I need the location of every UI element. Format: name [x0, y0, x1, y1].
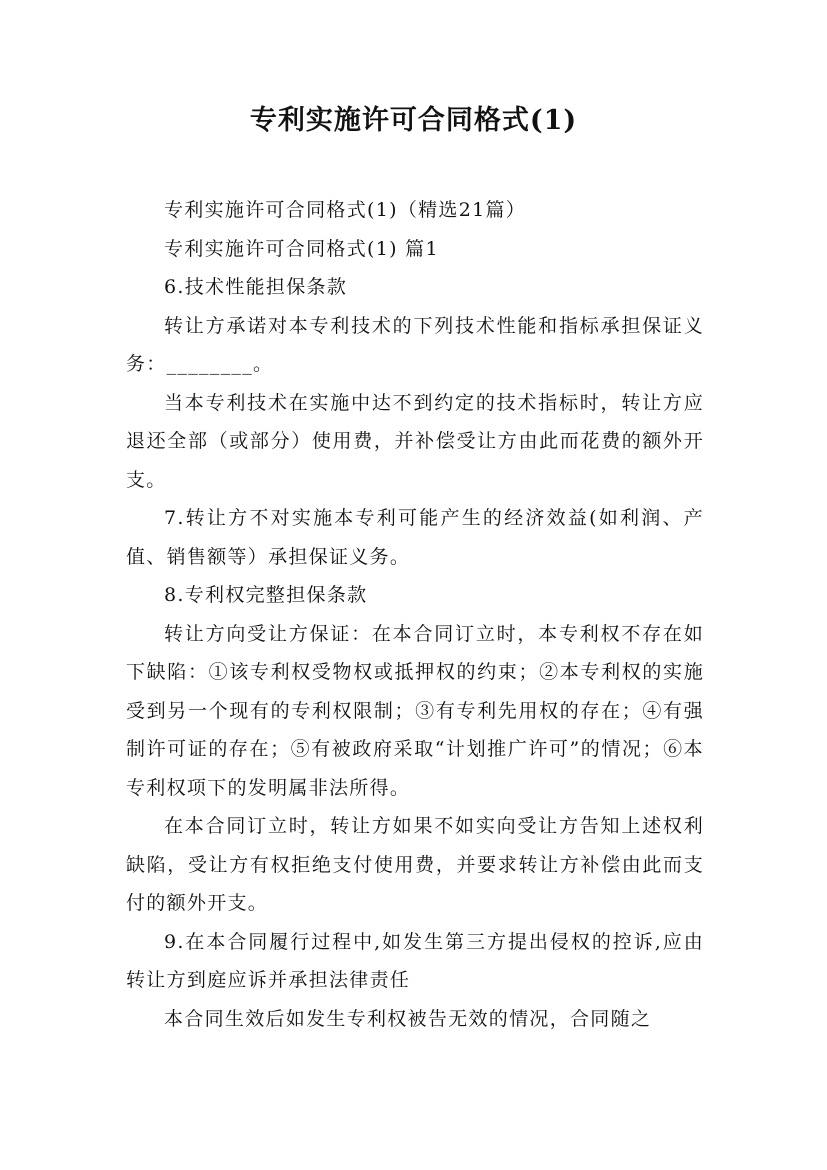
paragraph-patent-invalid: 本合同生效后如发生专利权被告无效的情况，合同随之: [164, 1007, 652, 1030]
paragraph-clause-6-refund: 当本专利技术在实施中达不到约定的技术指标时，转让方应退还全部（或部分）使用费，并补偿受让方由此而花费的额外开支。: [126, 391, 704, 491]
document-title: 专利实施许可合同格式(1): [249, 105, 578, 136]
paragraph-subtitle: 专利实施许可合同格式(1)（精选21篇）: [164, 199, 527, 221]
document-body: [126, 191, 704, 1038]
paragraph-section-heading: 专利实施许可合同格式(1) 篇1: [164, 237, 439, 260]
paragraph-clause-8-guarantee: 转让方向受让方保证：在本合同订立时，本专利权不存在如下缺陷：①该专利权受物权或抵押权的约束；②本专利权的实施受到另一个现有的专利权限制；③有专利先用权的存在；④有强制许可证的存在；⑤有被政府采取“计划推广许可”的情况；⑥本专利权项下的发明属非法所得。: [126, 622, 704, 799]
paragraph-clause-6-promise: 转让方承诺对本专利技术的下列技术性能和指标承担保证义务：________。: [126, 314, 704, 375]
paragraph-clause-8-defects: 在本合同订立时，转让方如果不如实向受让方告知上述权利缺陷，受让方有权拒绝支付使用费，并要求转让方补偿由此而支付的额外开支。: [126, 815, 704, 914]
paragraph-clause-7: 7.转让方不对实施本专利可能产生的经济效益(如利润、产值、销售额等）承担保证义务。: [126, 507, 704, 568]
paragraph-clause-8-heading: 8.专利权完整担保条款: [164, 584, 368, 606]
paragraph-clause-9: 9.在本合同履行过程中,如发生第三方提出侵权的控诉,应由转让方到庭应诉并承担法律责任: [126, 930, 704, 991]
paragraph-clause-6-heading: 6.技术性能担保条款: [164, 276, 348, 298]
